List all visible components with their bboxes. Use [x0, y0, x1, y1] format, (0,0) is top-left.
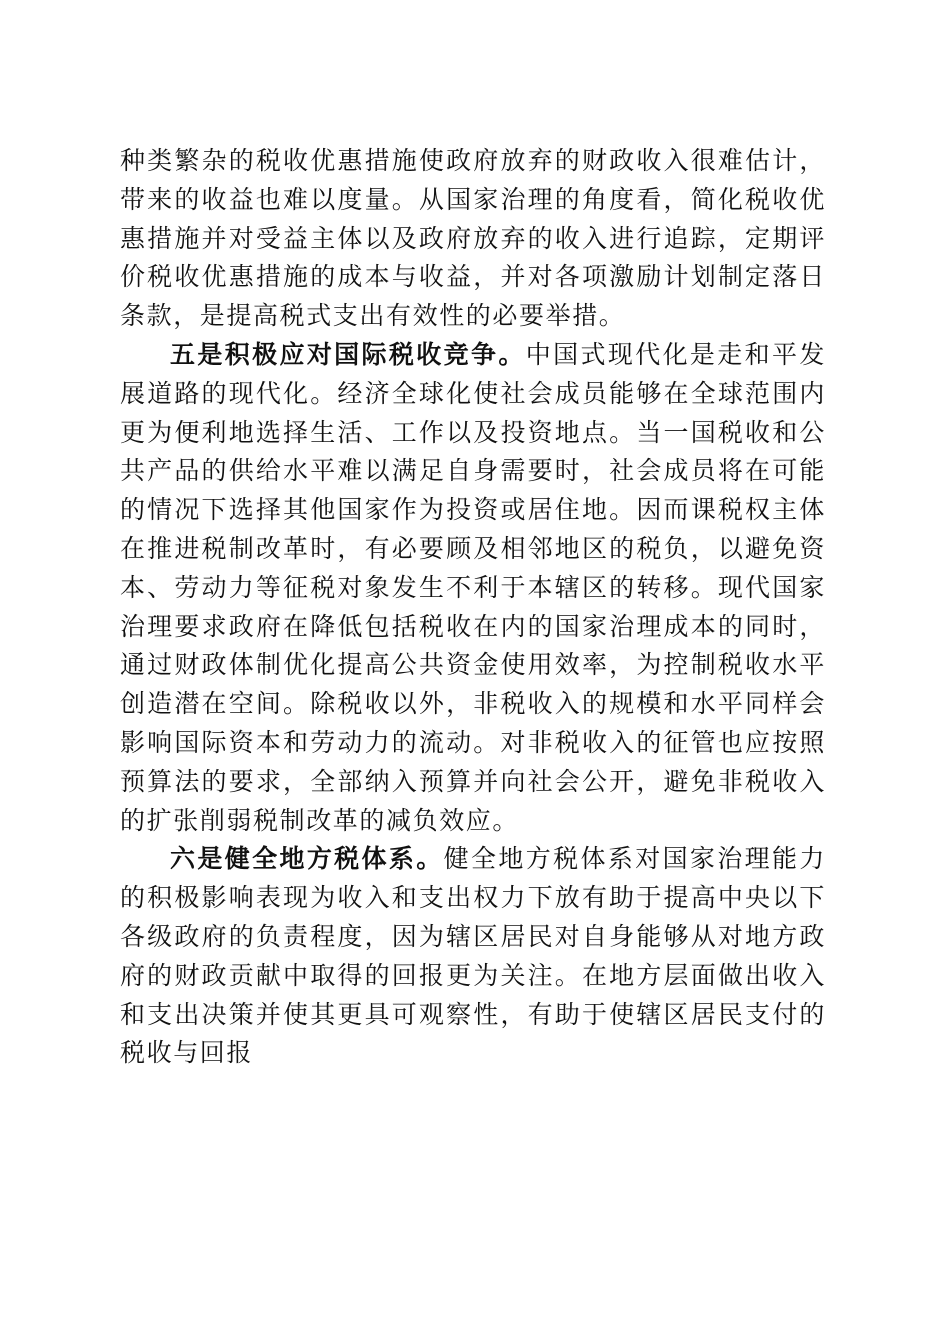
paragraph-text: 健全地方税体系对国家治理能力的积极影响表现为收入和支出权力下放有助于提高中央以下各级政府的负责程度，因为辖区居民对自身能够从对地方政府的财政贡献中取得的回报更为关注。在地方层面做出收入和支出决策并使其更具可观察性，有助于使辖区居民支付的税收与回报 [120, 844, 826, 1068]
paragraph-text: 中国式现代化是走和平发展道路的现代化。经济全球化使社会成员能够在全球范围内更为便利地选择生活、工作以及投资地点。当一国税收和公共产品的供给水平难以满足自身需要时，社会成员将在可能的情况下选择其他国家作为投资或居住地。因而课税权主体在推进税制改革时，有必要顾及相邻地区的税负，以避免资本、劳动力等征税对象发生不利于本辖区的转移。现代国家治理要求政府在降低包括税收在内的国家治理成本的同时，通过财政体制优化提高公共资金使用效率，为控制税收水平创造潜在空间。除税收以外，非税收入的规模和水平同样会影响国际资本和劳动力的流动。对非税收入的征管也应按照预算法的要求，全部纳入预算并向社会公开，避免非税收入的扩张削弱税制改革的减负效应。 [120, 339, 826, 835]
paragraph-international-tax-competition [120, 336, 826, 840]
body-text [120, 142, 826, 1073]
paragraph-heading: 六是健全地方税体系。 [170, 844, 444, 874]
paragraph-continuation [120, 142, 826, 336]
paragraph-local-tax-system [120, 840, 826, 1073]
paragraph-heading: 五是积极应对国际税收竞争。 [170, 339, 526, 369]
paragraph-text: 种类繁杂的税收优惠措施使政府放弃的财政收入很难估计，带来的收益也难以度量。从国家治理的角度看，简化税收优惠措施并对受益主体以及政府放弃的收入进行追踪，定期评价税收优惠措施的成本与收益，并对各项激励计划制定落日条款，是提高税式支出有效性的必要举措。 [120, 146, 826, 331]
